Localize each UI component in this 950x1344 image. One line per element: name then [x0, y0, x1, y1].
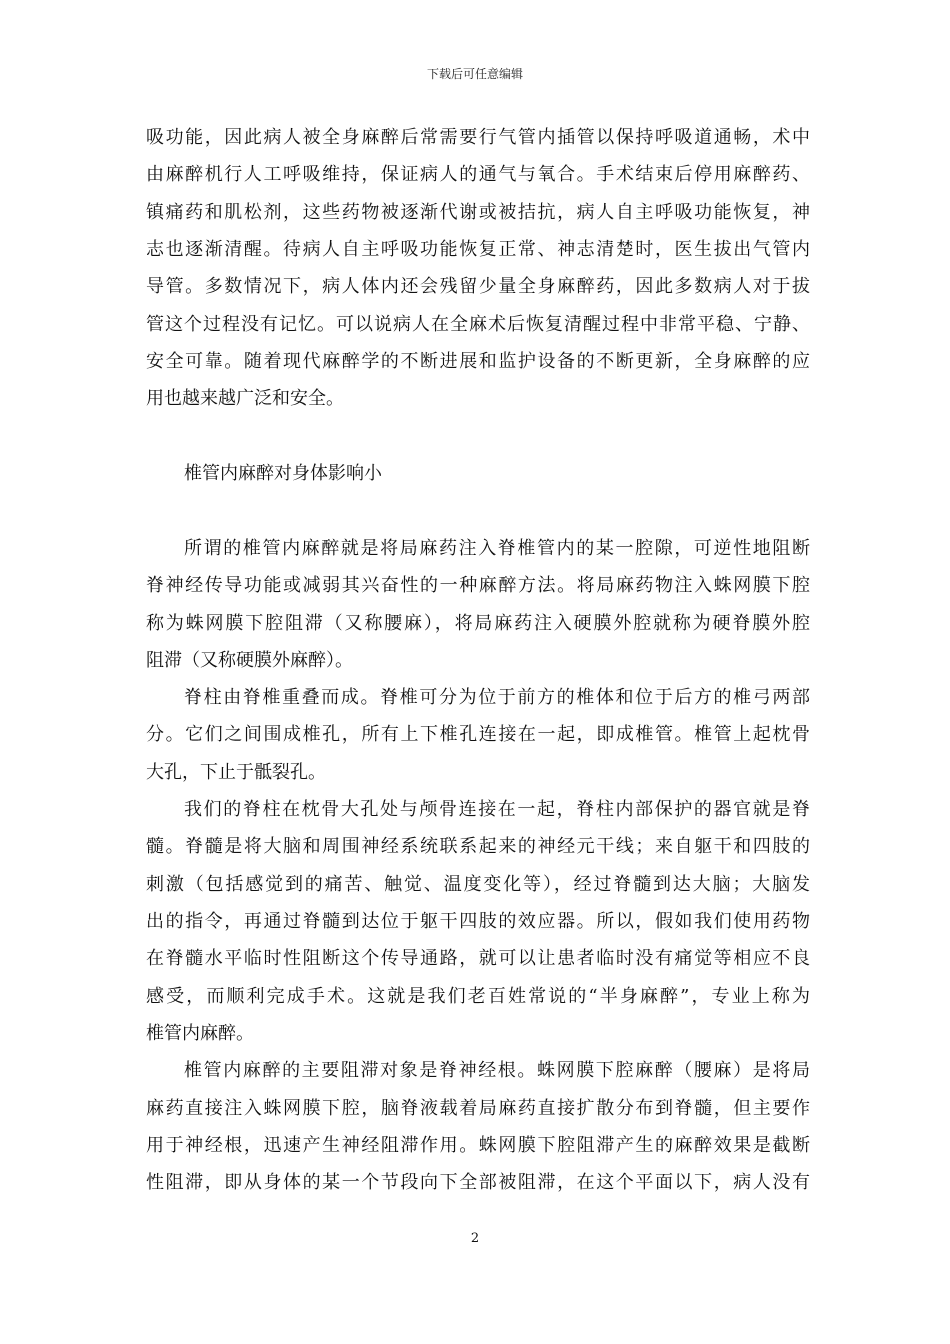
text-line: 髓。脊髓是将大脑和周围神经系统联系起来的神经元干线；来自躯干和四肢的 — [146, 836, 810, 857]
text-line: 感受，而顺利完成手术。这就是我们老百姓常说的“半身麻醉”，专业上称为 — [146, 986, 810, 1007]
text-line: 在脊髓水平临时性阻断这个传导通路，就可以让患者临时没有痛觉等相应不良 — [146, 948, 810, 969]
text-line: 所谓的椎管内麻醉就是将局麻药注入脊椎管内的某一腔隙，可逆性地阻断 — [184, 538, 810, 559]
text-line: 椎管内麻醉的主要阻滞对象是脊神经根。蛛网膜下腔麻醉（腰麻）是将局 — [184, 1060, 810, 1081]
text-line: 性阻滞，即从身体的某一个节段向下全部被阻滞，在这个平面以下，病人没有 — [146, 1172, 810, 1193]
text-line: 用也越来越广泛和安全。 — [146, 388, 344, 409]
text-line: 阻滞（又称硬膜外麻醉）。 — [146, 650, 353, 671]
text-line: 脊柱由脊椎重叠而成。脊椎可分为位于前方的椎体和位于后方的椎弓两部 — [184, 687, 810, 708]
page-number: 2 — [470, 1231, 480, 1246]
text-line: 大孔，下止于骶裂孔。 — [146, 762, 326, 783]
text-line: 吸功能，因此病人被全身麻醉后常需要行气管内插管以保持呼吸道通畅，术中 — [146, 127, 810, 148]
text-line: 称为蛛网膜下腔阻滞（又称腰麻），将局麻药注入硬膜外腔就称为硬脊膜外腔 — [146, 613, 810, 634]
text-line: 我们的脊柱在枕骨大孔处与颅骨连接在一起，脊柱内部保护的器官就是脊 — [184, 799, 810, 820]
text-line: 志也逐渐清醒。待病人自主呼吸功能恢复正常、神志清楚时，医生拔出气管内 — [146, 239, 810, 260]
section-heading: 椎管内麻醉对身体影响小 — [184, 463, 382, 484]
text-line: 管这个过程没有记忆。可以说病人在全麻术后恢复清醒过程中非常平稳、宁静、 — [146, 314, 810, 335]
text-line: 椎管内麻醉。 — [146, 1023, 254, 1044]
text-line: 脊神经传导功能或减弱其兴奋性的一种麻醉方法。将局麻药物注入蛛网膜下腔 — [146, 575, 810, 596]
text-line: 由麻醉机行人工呼吸维持，保证病人的通气与氧合。手术结束后停用麻醉药、 — [146, 164, 810, 185]
text-line: 镇痛药和肌松剂，这些药物被逐渐代谢或被拮抗，病人自主呼吸功能恢复，神 — [146, 202, 810, 223]
text-line: 麻药直接注入蛛网膜下腔，脑脊液载着局麻药直接扩散分布到脊髓，但主要作 — [146, 1098, 810, 1119]
text-line: 刺激（包括感觉到的痛苦、触觉、温度变化等），经过脊髓到达大脑；大脑发 — [146, 874, 810, 895]
text-line: 用于神经根，迅速产生神经阻滞作用。蛛网膜下腔阻滞产生的麻醉效果是截断 — [146, 1135, 810, 1156]
text-line: 安全可靠。随着现代麻醉学的不断进展和监护设备的不断更新，全身麻醉的应 — [146, 351, 810, 372]
page-header: 下载后可任意编辑 — [426, 67, 523, 81]
text-line: 分。它们之间围成椎孔，所有上下椎孔连接在一起，即成椎管。椎管上起枕骨 — [146, 724, 810, 745]
text-line: 出的指令，再通过脊髓到达位于躯干四肢的效应器。所以，假如我们使用药物 — [146, 911, 810, 932]
text-line: 导管。多数情况下，病人体内还会残留少量全身麻醉药，因此多数病人对于拔 — [146, 276, 810, 297]
